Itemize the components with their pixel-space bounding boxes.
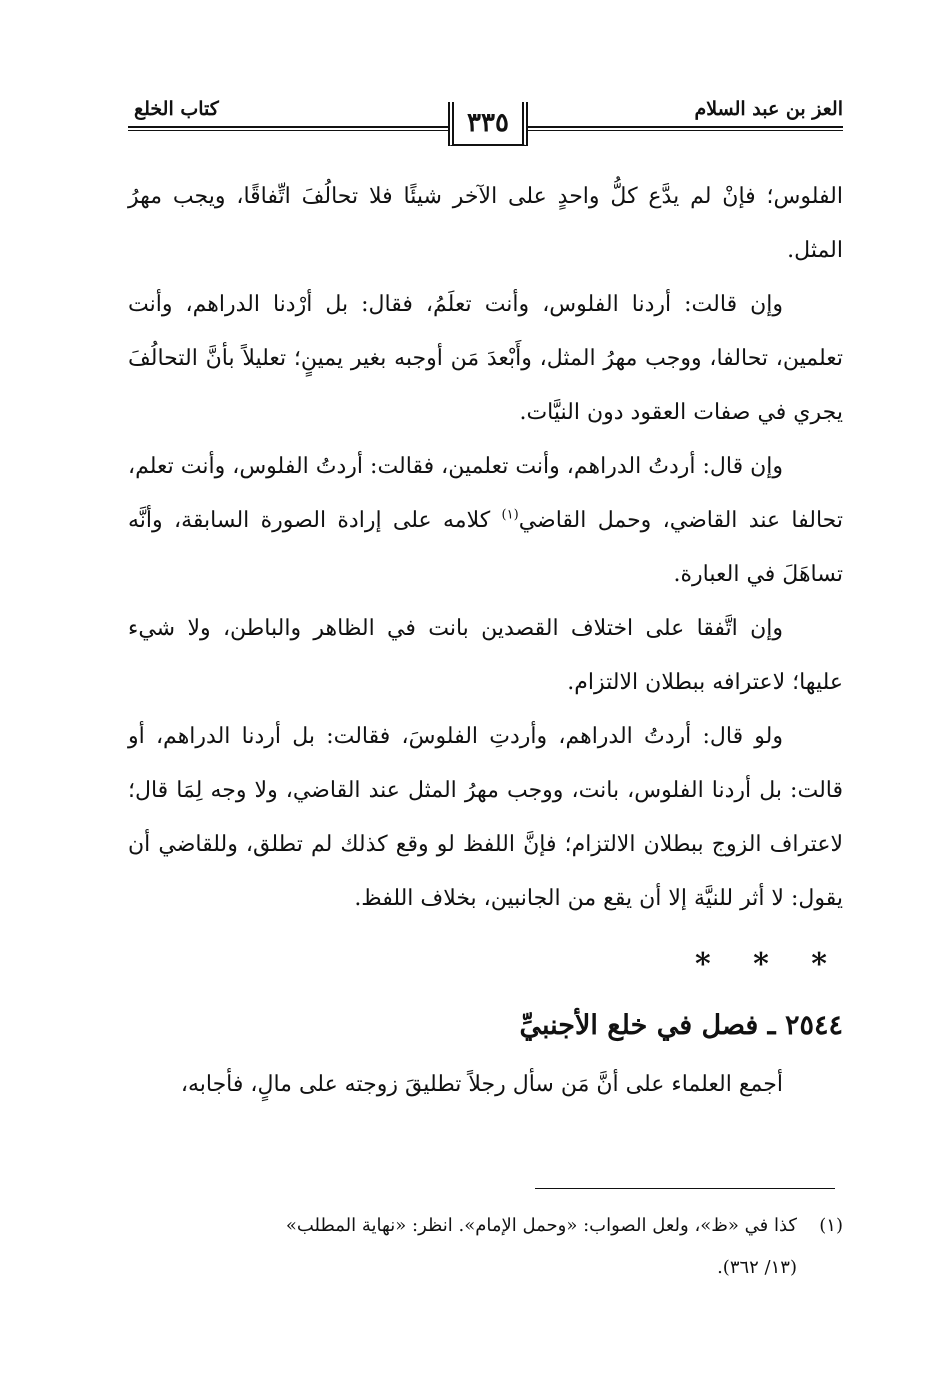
paragraph-4: وإن اتَّفقا على اختلاف القصدين بانت في الظاهر والباطن، ولا شيء عليها؛ لاعترافه ببطلان الالتزام. [128,616,843,695]
running-head-chapter: كتاب الخلع [134,98,219,120]
paragraph-2: وإن قالت: أردنا الفلوس، وأنت تعلَمُ، فقال: بل أرْدنا الدراهم، وأنت تعلمين، تحالفا، ووجب مهرُ المثل، وأَبْعدَ مَن أوجبه بغير يمينٍ؛ تعليلاً بأنَّ التحالُفَ يجري في صفات العقود دون النيَّات. [128,292,843,425]
footnote-reference[interactable]: (١) [501,507,519,523]
footnote-line-2: (١٣/ ٣٦٢). [717,1257,797,1278]
section-heading: ٢٥٤٤ ـ فصل في خلع الأجنبيِّ [519,1010,843,1041]
page-number-frame [448,102,528,146]
page-number: ٣٣٥ [467,108,509,138]
paragraph-3-text-b: كلامه على إرادة الصورة السابقة، وأنَّه تساهَلَ في العبارة. [128,508,843,587]
running-head-author: العز بن عبد السلام [694,98,843,120]
paragraph-3-text-a: وإن قال: أردتُ الدراهم، وأنت تعلمين، فقالت: أردتُ الفلوس، وأنت تعلم، تحالفا عند القاضي، وحمل القاضي [128,454,843,533]
section-separator: * * * [695,947,843,982]
footnote-text: كذا في «ظ»، ولعل الصواب: «وحمل الإمام». انظر: «نهاية المطلب» [285,1215,797,1236]
footnote-rule [535,1188,835,1189]
footnote-line-1 [150,1205,843,1247]
footnote [150,1205,843,1289]
paragraph-1: الفلوس؛ فإنْ لم يدَّع كلُّ واحدٍ على الآخر شيئًا فلا تحالُفَ اتِّفاقًا، ويجب مهرُ المثل. [128,184,843,263]
main-text [128,170,843,1112]
page-header [128,92,843,162]
paragraph-6: أجمع العلماء على أنَّ مَن سأل رجلاً تطليقَ زوجته على مالٍ، فأجابه، [180,1072,783,1097]
paragraph-3 [128,440,843,602]
paragraph-5: ولو قال: أردتُ الدراهم، وأردتِ الفلوسَ، فقالت: بل أردنا الدراهم، أو قالت: بل أردنا الفلوس، بانت، ووجب مهرُ المثل عند القاضي، ولا وجه لِمَا قال؛ لاعتراف الزوج ببطلان الالتزام؛ فإنَّ اللفظ لو وقع كذلك لم تطلق، وللقاضي أن يقول: لا أثر للنيَّة إلا أن يقع من الجانبين، بخلاف اللفظ. [128,724,843,911]
footnote-number: (١) [819,1215,843,1236]
